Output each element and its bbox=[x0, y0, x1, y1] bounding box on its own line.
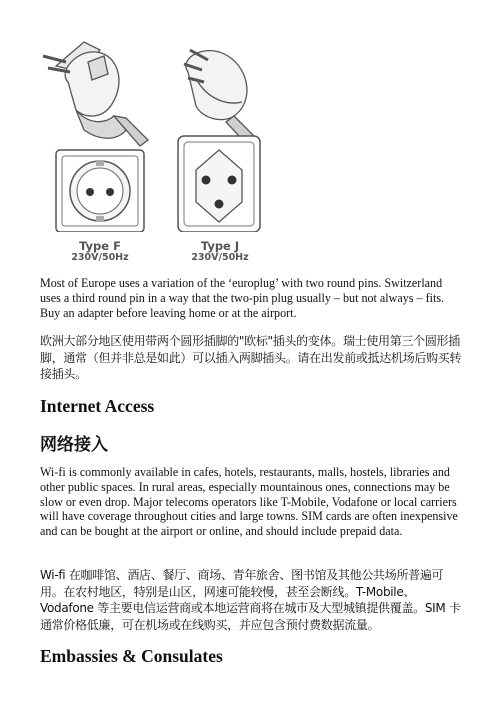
type-f-name: Type F bbox=[79, 239, 121, 253]
type-j-socket-icon bbox=[178, 136, 260, 232]
type-f-plug-icon bbox=[43, 42, 148, 146]
type-j-name: Type J bbox=[200, 239, 240, 253]
europlug-paragraph-zh: 欧洲大部分地区使用带两个圆形插脚的"欧标"插头的变体。瑞士使用第三个圆形插脚，通常（但并非总是如此）可以插入两脚插头。请在出发前或抵达机场后购买转接插头。 bbox=[40, 334, 462, 382]
internet-heading-en: Internet Access bbox=[40, 396, 155, 416]
internet-paragraph-zh: Wi-fi 在咖啡馆、酒店、餐厅、商场、青年旅舍、图书馆及其他公共场所普遍可用。在农村地区，特别是山区，网速可能较慢，甚至会断线。T-Mobile、Vodafone 等主要电信运营商或本地运营商将在城市及大型城镇提供覆盖。SIM 卡通常价格低廉，可在机场或在线购买，并应包含预付费数据流量。 bbox=[40, 568, 461, 632]
plug-illustration bbox=[38, 22, 270, 268]
internet-paragraph-en: Wi-fi is commonly available in cafes, hotels, restaurants, malls, hostels, libraries and other public spaces. In rural areas, especially mountainous ones, connections may be slow or even drop. Major telecoms operators like T-Mobile, Vodafone or local carriers will have coverage throughout cities and large towns. SIM cards are often inexpensive and can be bought at the airport or online, and should include prepaid data. bbox=[40, 465, 458, 539]
type-j-voltage: 230V/50Hz bbox=[191, 251, 249, 263]
embassies-heading-en: Embassies & Consulates bbox=[40, 646, 223, 666]
internet-heading-zh: 网络接入 bbox=[40, 435, 108, 455]
type-j-label bbox=[188, 240, 252, 263]
type-f-label bbox=[68, 240, 132, 263]
europlug-paragraph-en: Most of Europe uses a variation of the ‘europlug’ with two round pins. Switzerland uses a third round pin in a way that the two-pin plug usually – but not always – fits. Buy an adapter before leaving home or at the airport. bbox=[40, 276, 445, 320]
type-f-voltage: 230V/50Hz bbox=[71, 251, 129, 263]
plug-drawings bbox=[38, 22, 270, 232]
type-j-plug-icon bbox=[184, 50, 260, 150]
type-f-socket-icon bbox=[56, 150, 144, 232]
